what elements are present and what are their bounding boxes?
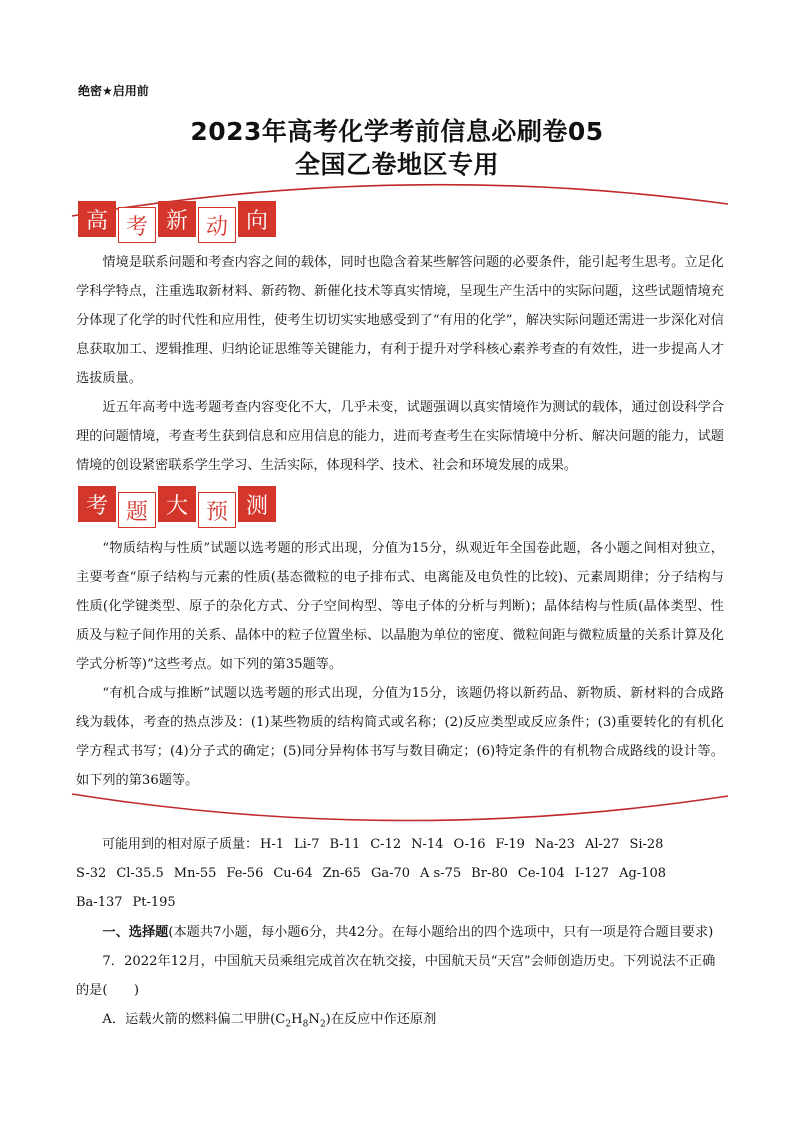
banner-char: 测: [238, 486, 276, 522]
banner-char: 考: [78, 486, 116, 522]
bottom-arc-divider: [70, 786, 730, 826]
question-7-option-a: A．运载火箭的燃料偏二甲肼$(C_2H_8N_2)$在反应中作还原剂: [102, 1012, 437, 1030]
paragraph: 情境是联系问题和考查内容之间的载体，同时也隐含着某些解答问题的必要条件，能引起考生思考。立足化学科学特点，注重选取新材料、新药物、新催化技术等真实情境，呈现生产生活中的实际问题，这些试题情境充分体现了化学的时代性和应用性，使考生切切实实地感受到了“有用的化学”，解决实际问题还需进一步深化对信息获取加工、逻辑推理、归纳论证思维等关键能力，有利于提升对学科核心素养考查的有效性，进一步提高人才选拔质量。: [76, 255, 724, 386]
paragraph: “物质结构与性质”试题以选考题的形式出现，分值为15分，纵观近年全国卷此题，各小题之间相对独立，主要考查“原子结构与元素的性质(基态微粒的电子排布式、电离能及电负性的比较)、元素周期律；分子结构与性质(化学键类型、原子的杂化方式、分子空间构型、等电子体的分析与判断)；晶体结构与性质(晶体类型、性质及与粒子间作用的关系、晶体中的粒子位置坐标、以晶胞为单位的密度、微粒间距与微粒质量的关系计算及化学式分析等)”这些考点。如下列的第35题等。: [76, 541, 724, 672]
secret-label: 绝密★启用前: [78, 84, 149, 98]
atomic-masses: 可能用到的相对原子质量： H-1 Li-7 B-11 C-12 N-14 O-16 F-19 Na-23 Al-27 Si-28 S-32 Cl-35.5 Mn-55 Fe-56 Cu-64 Zn-65 Ga-70 A s-75 Br-80 Ce-104 I-127 Ag-108 Ba-137 Pt-195: [76, 830, 724, 917]
section2-text: [76, 534, 724, 795]
banner-char: 考: [118, 207, 156, 243]
page-title: 2023年高考化学考前信息必刷卷05: [190, 117, 604, 146]
masses-intro: 可能用到的相对原子质量：: [102, 837, 259, 852]
banner-char: 大: [158, 486, 196, 522]
question-7-stem: 7．2022年12月，中国航天员乘组完成首次在轨交接，中国航天员“天宫”会师创造历史。下列说法不正确的是( ): [76, 954, 716, 998]
banner-char: 动: [198, 207, 236, 243]
page-subtitle: 全国乙卷地区专用: [294, 150, 499, 179]
banner-gaokao-xindongxiang: [78, 201, 276, 239]
banner-char: 预: [198, 492, 236, 528]
banner-kaoti-dayuce: [78, 486, 276, 524]
section1-text: [76, 248, 724, 480]
banner-char: 题: [118, 492, 156, 528]
paragraph: 近五年高考中选考题考查内容变化不大，几乎未变，试题强调以真实情境作为测试的载体，通过创设科学合理的问题情境，考查考生获到信息和应用信息的能力，进而考查考生在实际情境中分析、解决问题的能力，试题情境的创设紧密联系学生学习、生活实际，体现科学、技术、社会和环境发展的成果。: [76, 400, 724, 473]
questions: [76, 918, 724, 1040]
banner-char: 向: [238, 201, 276, 237]
section-heading: 一、选择题(本题共7小题，每小题6分，共42分。在每小题给出的四个选项中，只有一项是符合题目要求): [102, 925, 714, 940]
banner-char: 新: [158, 201, 196, 237]
banner-char: 高: [78, 201, 116, 237]
paragraph: “有机合成与推断”试题以选考题的形式出现，分值为15分，该题仍将以新药品、新物质、新材料的合成路线为载体，考查的热点涉及：(1)某些物质的结构简式或名称；(2)反应类型或反应条件；(3)重要转化的有机化学方程式书写；(4)分子式的确定；(5)同分异构体书写与数目确定；(6)特定条件的有机物合成路线的设计等。如下列的第36题等。: [76, 686, 724, 788]
